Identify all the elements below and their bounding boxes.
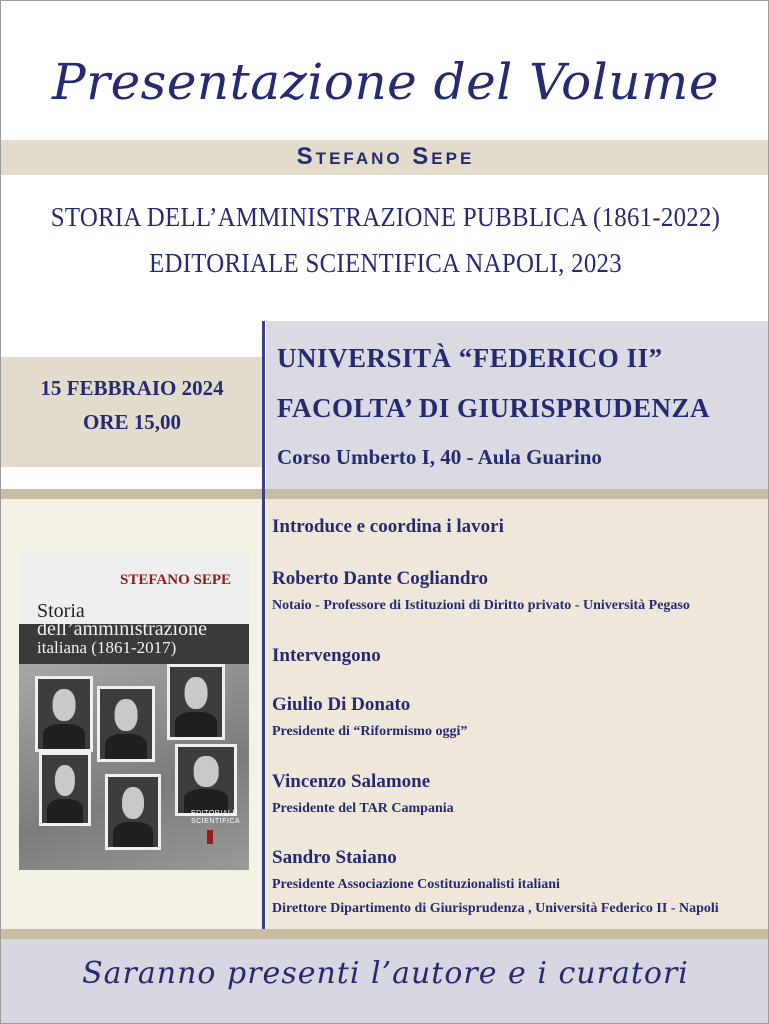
cover-portraits [19, 664, 249, 870]
venue-faculty: FACOLTA’ DI GIURISPRUDENZA [277, 393, 711, 423]
cover-title: italiana (1861-2017) [37, 638, 177, 657]
book-cover-image [19, 554, 249, 870]
speaker-name: Giulio Di Donato [272, 694, 411, 715]
speaker-role-secondary: Direttore Dipartimento di Giurisprudenza , Università Federico II - Napoli [272, 901, 719, 916]
publisher-mark [207, 830, 213, 844]
speaker-role: Presidente del TAR Campania [272, 801, 454, 816]
event-section [1, 321, 769, 489]
portrait-photo [39, 752, 91, 826]
book-publisher: EDITORIALE SCIENTIFICA NAPOLI, 2023 [149, 248, 622, 278]
portrait-photo [175, 744, 237, 816]
divider-band [1, 929, 769, 939]
intro-label: Introduce e coordina i lavori [272, 516, 504, 537]
speakers-label: Intervengono [272, 645, 381, 666]
publisher-logo: EDITORIALE SCIENTIFICA [191, 810, 241, 825]
portrait-photo [167, 664, 225, 740]
cover-title: Storia [37, 600, 85, 622]
speaker-name: Vincenzo Salamone [272, 771, 431, 792]
event-time: ORE 15,00 [82, 410, 181, 434]
speaker-role: Presidente Associazione Costituzionalisti italiani [272, 877, 560, 892]
moderator-name: Roberto Dante Cogliandro [272, 568, 489, 589]
portrait-photo [35, 676, 93, 752]
venue-university: UNIVERSITÀ “FEDERICO II” [277, 343, 663, 373]
author-name: Stefano Sepe [296, 143, 475, 170]
portrait-photo [97, 686, 155, 762]
poster-title: Presentazione del Volume [52, 53, 719, 111]
venue-box [266, 321, 769, 489]
speaker-name: Sandro Staiano [272, 847, 397, 868]
event-date: 15 FEBBRAIO 2024 [40, 376, 224, 400]
moderator-role: Notaio - Professore di Istituzioni di Diritto privato - Università Pegaso [272, 598, 690, 613]
portrait-photo [105, 774, 161, 850]
divider-band [1, 489, 769, 499]
cover-title: dell’amministrazione [37, 618, 207, 640]
speaker-role: Presidente di “Riformismo oggi” [272, 724, 468, 739]
venue-address: Corso Umberto I, 40 - Aula Guarino [277, 445, 602, 469]
vertical-divider [262, 321, 265, 931]
footer-note: Saranno presenti l’autore e i curatori [82, 956, 689, 991]
book-title: STORIA DELL’AMMINISTRAZIONE PUBBLICA (1861-2022) [50, 202, 721, 232]
cover-author: STEFANO SEPE [120, 572, 231, 588]
